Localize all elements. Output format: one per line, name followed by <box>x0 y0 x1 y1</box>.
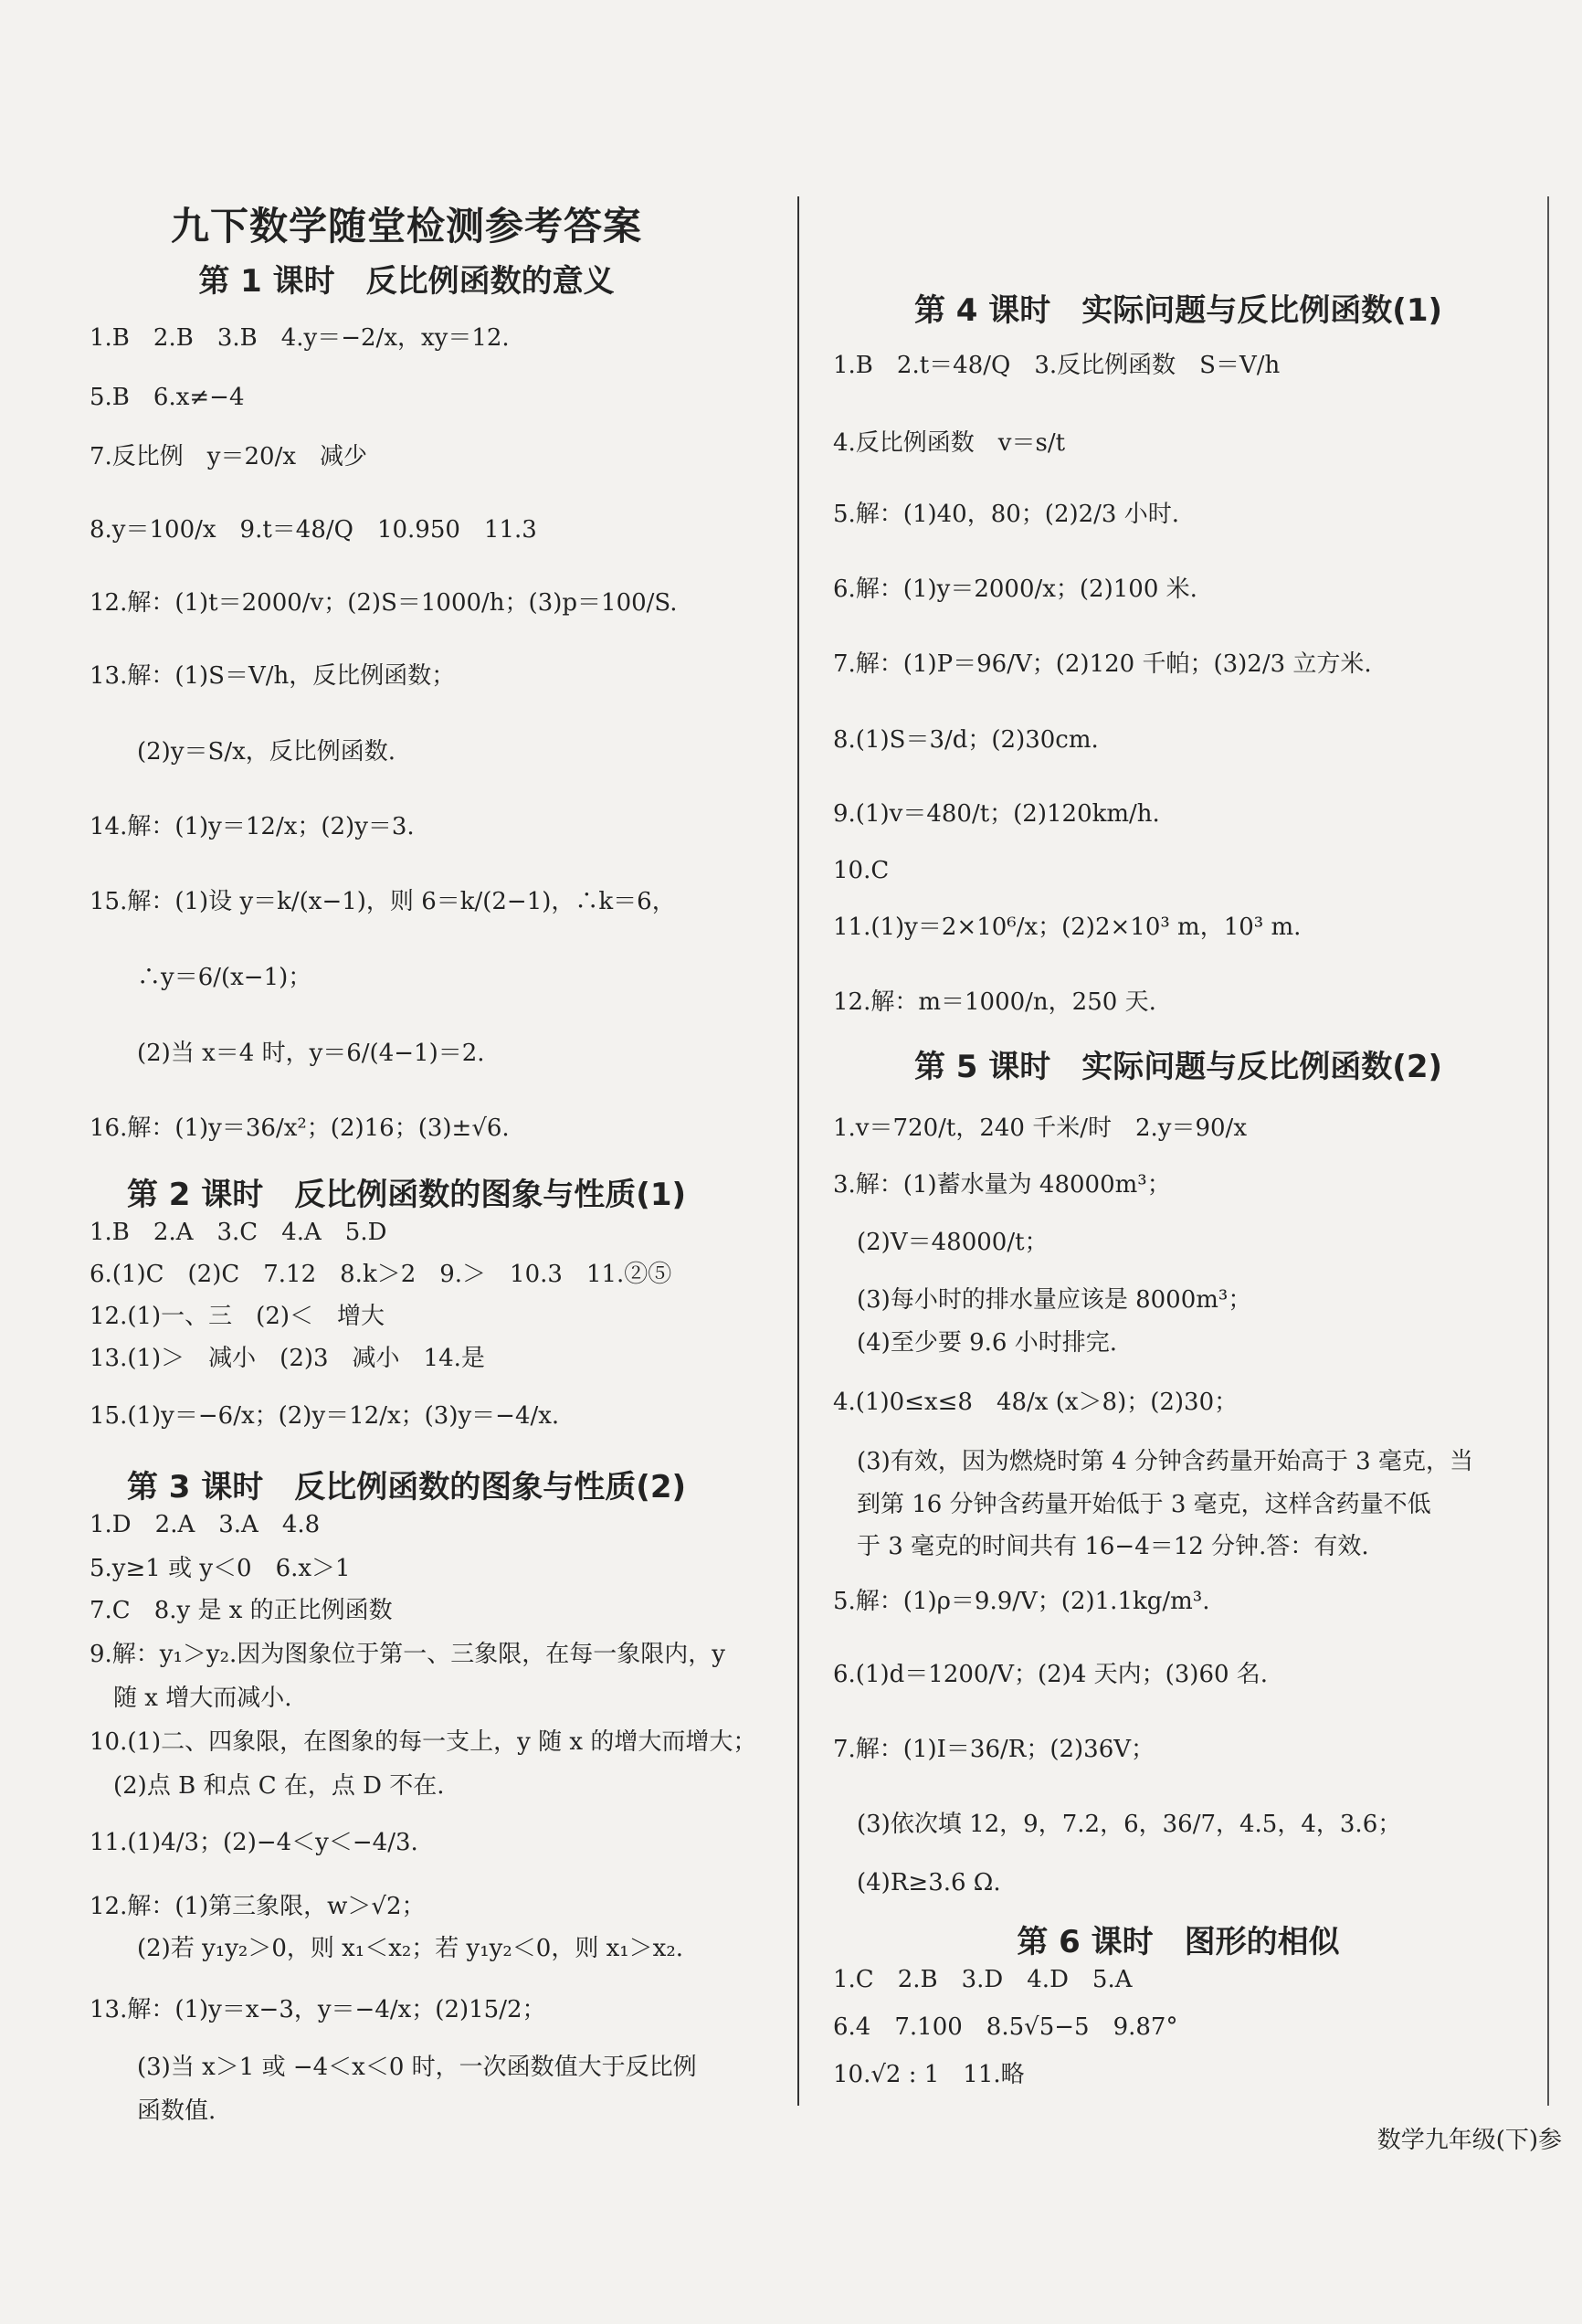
answer-line: 12.解：(1)第三象限，w＞√2； <box>90 1893 426 1920</box>
answer-line: 5.解：(1)ρ＝9.9/V；(2)1.1kg/m³. <box>833 1588 1210 1615</box>
answer-line: 随 x 增大而减小. <box>90 1685 292 1712</box>
answer-line: 14.解：(1)y＝12/x；(2)y＝3. <box>90 813 415 840</box>
answer-line: 11.(1)y＝2×10⁶/x；(2)2×10³ m，10³ m. <box>833 914 1302 941</box>
answer-line: 13.解：(1)y＝x−3，y＝−4/x；(2)15/2； <box>90 1996 546 2023</box>
answer-line: (3)每小时的排水量应该是 8000m³； <box>833 1286 1252 1314</box>
answer-line: 9.解：y₁＞y₂.因为图象位于第一、三象限，在每一象限内，y <box>90 1641 725 1668</box>
answer-line: 7.解：(1)P＝96/V；(2)120 千帕；(3)2/3 立方米. <box>833 650 1372 678</box>
answer-line: (2)点 B 和点 C 在，点 D 不在. <box>90 1772 445 1800</box>
answer-line: 7.解：(1)I＝36/R；(2)36V； <box>833 1736 1155 1763</box>
answer-line: 7.反比例 y＝20/x 减少 <box>90 443 368 470</box>
answer-line: 3.解：(1)蓄水量为 48000m³； <box>833 1171 1171 1199</box>
answer-line: 11.(1)4/3；(2)−4＜y＜−4/3. <box>90 1829 418 1856</box>
page-title: 九下数学随堂检测参考答案 <box>170 204 642 248</box>
answer-line: 12.解：(1)t＝2000/v；(2)S＝1000/h；(3)p＝100/S. <box>90 589 678 617</box>
answer-line: (2)若 y₁y₂＞0，则 x₁＜x₂；若 y₁y₂＜0，则 x₁＞x₂. <box>90 1935 684 1962</box>
answer-line: (4)R≥3.6 Ω. <box>833 1869 1001 1896</box>
answer-line: 1.B 2.A 3.C 4.A 5.D <box>90 1219 387 1246</box>
answer-line: 6.解：(1)y＝2000/x；(2)100 米. <box>833 576 1197 603</box>
lesson-5-heading: 第 5 课时 实际问题与反比例函数(2) <box>913 1049 1443 1085</box>
answer-line: 1.B 2.t＝48/Q 3.反比例函数 S＝V/h <box>833 352 1281 379</box>
answer-line: 函数值. <box>90 2097 216 2125</box>
answer-line: 8.(1)S＝3/d；(2)30cm. <box>833 726 1099 754</box>
right-edge-rule <box>1547 196 1549 2106</box>
answer-line: 5.B 6.x≠−4 <box>90 384 245 411</box>
answer-line: 16.解：(1)y＝36/x²；(2)16；(3)±√6. <box>90 1114 510 1142</box>
lesson-1-heading: 第 1 课时 反比例函数的意义 <box>198 263 615 300</box>
answer-line: 7.C 8.y 是 x 的正比例函数 <box>90 1597 393 1624</box>
answer-line: 1.D 2.A 3.A 4.8 <box>90 1511 321 1538</box>
answer-line: (2)当 x＝4 时，y＝6/(4−1)＝2. <box>90 1040 485 1067</box>
answer-line: 10.√2 : 1 11.略 <box>833 2061 1025 2088</box>
answer-line: 12.解：m＝1000/n，250 天. <box>833 988 1156 1016</box>
answer-line: 10.C <box>833 857 890 884</box>
answer-line: (3)当 x＞1 或 −4＜x＜0 时，一次函数值大于反比例 <box>90 2054 697 2081</box>
answer-line: 10.(1)二、四象限，在图象的每一支上，y 随 x 的增大而增大； <box>90 1728 757 1756</box>
column-divider <box>797 196 799 2106</box>
page-footer: 数学九年级(下)参 <box>1376 2127 1562 2154</box>
lesson-6-heading: 第 6 课时 图形的相似 <box>1017 1924 1340 1960</box>
answer-line: 6.(1)C (2)C 7.12 8.k＞2 9.＞ 10.3 11.②⑤ <box>90 1261 672 1288</box>
answer-line: 4.反比例函数 v＝s/t <box>833 429 1066 457</box>
answer-line: (3)有效，因为燃烧时第 4 分钟含药量开始高于 3 毫克，当 <box>833 1448 1473 1475</box>
answer-line: 13.(1)＞ 减小 (2)3 减小 14.是 <box>90 1345 485 1372</box>
answer-line: 15.解：(1)设 y＝k/(x−1)，则 6＝k/(2−1)，∴k＝6， <box>90 888 676 915</box>
answer-line: 9.(1)v＝480/t；(2)120km/h. <box>833 800 1160 828</box>
lesson-3-heading: 第 3 课时 反比例函数的图象与性质(2) <box>126 1469 687 1505</box>
answer-line: (3)依次填 12，9，7.2，6，36/7，4.5，4，3.6； <box>833 1811 1402 1838</box>
lesson-4-heading: 第 4 课时 实际问题与反比例函数(1) <box>913 292 1443 329</box>
answer-line: (2)y＝S/x，反比例函数. <box>90 738 396 766</box>
answer-line: 5.y≥1 或 y＜0 6.x＞1 <box>90 1555 351 1582</box>
answer-line: 于 3 毫克的时间共有 16−4＝12 分钟.答：有效. <box>833 1533 1369 1560</box>
answer-line: 13.解：(1)S＝V/h，反比例函数； <box>90 662 456 690</box>
answer-line: 1.C 2.B 3.D 4.D 5.A <box>833 1966 1133 1993</box>
answer-line: 6.4 7.100 8.5√5−5 9.87° <box>833 2013 1178 2041</box>
answer-line: 6.(1)d＝1200/V；(2)4 天内；(3)60 名. <box>833 1661 1269 1688</box>
answer-line: ∴y＝6/(x−1)； <box>90 964 312 991</box>
answer-line: 1.B 2.B 3.B 4.y＝−2/x，xy＝12. <box>90 324 510 352</box>
answer-line: (4)至少要 9.6 小时排完. <box>833 1329 1117 1357</box>
answer-line: 4.(1)0≤x≤8 48/x (x＞8)；(2)30； <box>833 1389 1239 1416</box>
answer-line: 5.解：(1)40，80；(2)2/3 小时. <box>833 501 1180 528</box>
answer-line: 1.v＝720/t，240 千米/时 2.y＝90/x <box>833 1114 1247 1142</box>
lesson-2-heading: 第 2 课时 反比例函数的图象与性质(1) <box>126 1177 687 1213</box>
answer-line: 15.(1)y＝−6/x；(2)y＝12/x；(3)y＝−4/x. <box>90 1402 560 1430</box>
answer-line: 8.y＝100/x 9.t＝48/Q 10.950 11.3 <box>90 516 537 544</box>
answer-line: 到第 16 分钟含药量开始低于 3 毫克，这样含药量不低 <box>833 1491 1431 1518</box>
answer-line: 12.(1)一、三 (2)＜ 增大 <box>90 1303 385 1330</box>
answer-line: (2)V＝48000/t； <box>833 1229 1049 1256</box>
